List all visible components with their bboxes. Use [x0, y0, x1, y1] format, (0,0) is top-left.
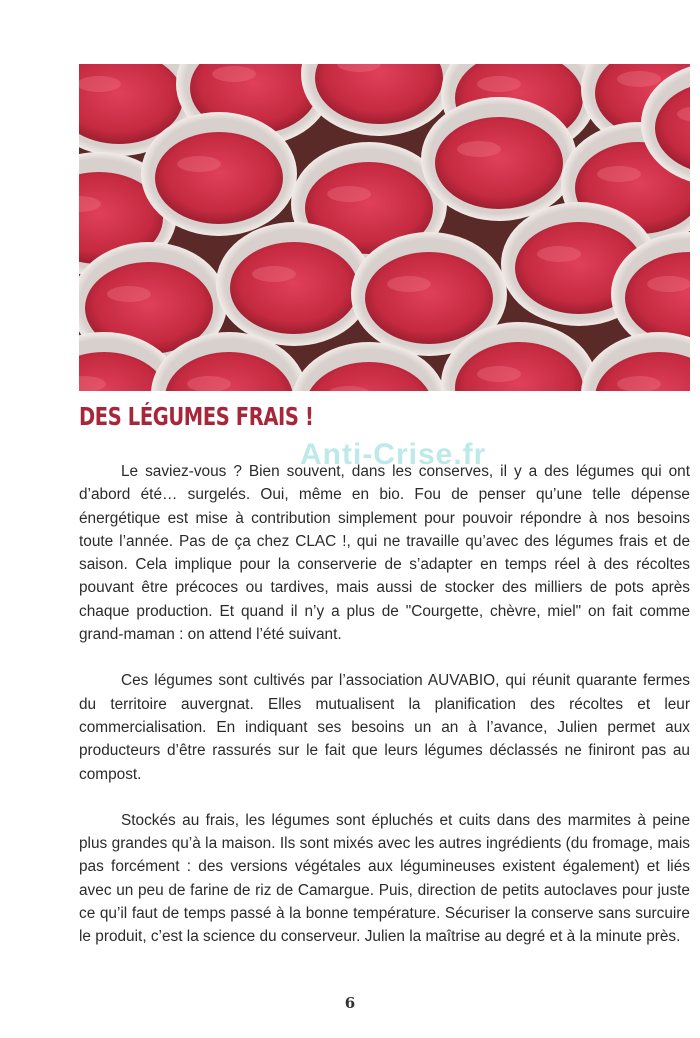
jar-highlight	[387, 276, 431, 292]
jar-highlight	[107, 286, 151, 302]
jar-highlight	[617, 71, 661, 87]
jar-puree	[230, 242, 358, 334]
jar-highlight	[647, 276, 690, 292]
jar-highlight	[477, 76, 521, 92]
paragraph-1: Le saviez-vous ? Bien souvent, dans les conserves, il y a des légumes qui ont d’abord été… surgelés. Oui, même en bio. Fou de penser qu’une telle dépense énergétique est mise à contribution simplement pour pouvoir répondre à nos besoins toute l’année. Pas de ça chez CLAC !, qui ne travaille qu’avec des légumes frais et de saison. Cela implique pour la conserverie de s’adapter en temps réel à des récoltes pouvant être précoces ou tardives, mais aussi de stocker des milliers de pots après chaque production. Et quand il n’y a plus de "Courgette, chèvre, miel" on fait comme grand-maman : on attend l’été suivant.	[79, 463, 690, 644]
jar-highlight	[327, 186, 371, 202]
jar-highlight	[212, 66, 256, 82]
article-body	[79, 460, 690, 972]
section-heading: DES LÉGUMES FRAIS !	[79, 402, 314, 431]
paragraph-3: Stockés au frais, les légumes sont épluchés et cuits dans des marmites à peine plus grandes qu’à la maison. Ils sont mixés avec les autres ingrédients (du fromage, mais pas forcément : des versions végétales aux légumineuses existent également) et liés avec un peu de farine de riz de Camargue. Puis, direction de petits autoclaves pour juste ce qu’il faut de temps passé à la bonne température. Sécuriser la conserve sans surcuire le produit, c’est la science du conserveur. Julien la maîtrise au degré et à la minute près.	[79, 811, 690, 946]
jar-puree	[365, 252, 493, 344]
jar-highlight	[252, 266, 296, 282]
jar-highlight	[457, 141, 501, 157]
page-number: 6	[344, 994, 356, 1012]
jar-highlight	[537, 246, 581, 262]
jar-highlight	[177, 156, 221, 172]
paragraph-2: Ces légumes sont cultivés par l’association AUVABIO, qui réunit quarante fermes du territoire auvergnat. Elles mutualisent la planification des récoltes et leur commercialisation. En indiquant ses besoins un an à l’avance, Julien permet aux producteurs d’être rassurés sur le fait que leurs légumes déclassés ne finiront pas au compost.	[79, 672, 690, 783]
jar-highlight	[597, 166, 641, 182]
jars-of-red-puree-image	[79, 64, 690, 391]
watermark-text: Anti-Crise.fr	[300, 438, 487, 471]
jar-puree	[155, 132, 283, 224]
jar-highlight	[79, 76, 121, 92]
jars-photo	[79, 64, 690, 391]
jar-highlight	[477, 366, 521, 382]
jar-puree	[435, 117, 563, 209]
